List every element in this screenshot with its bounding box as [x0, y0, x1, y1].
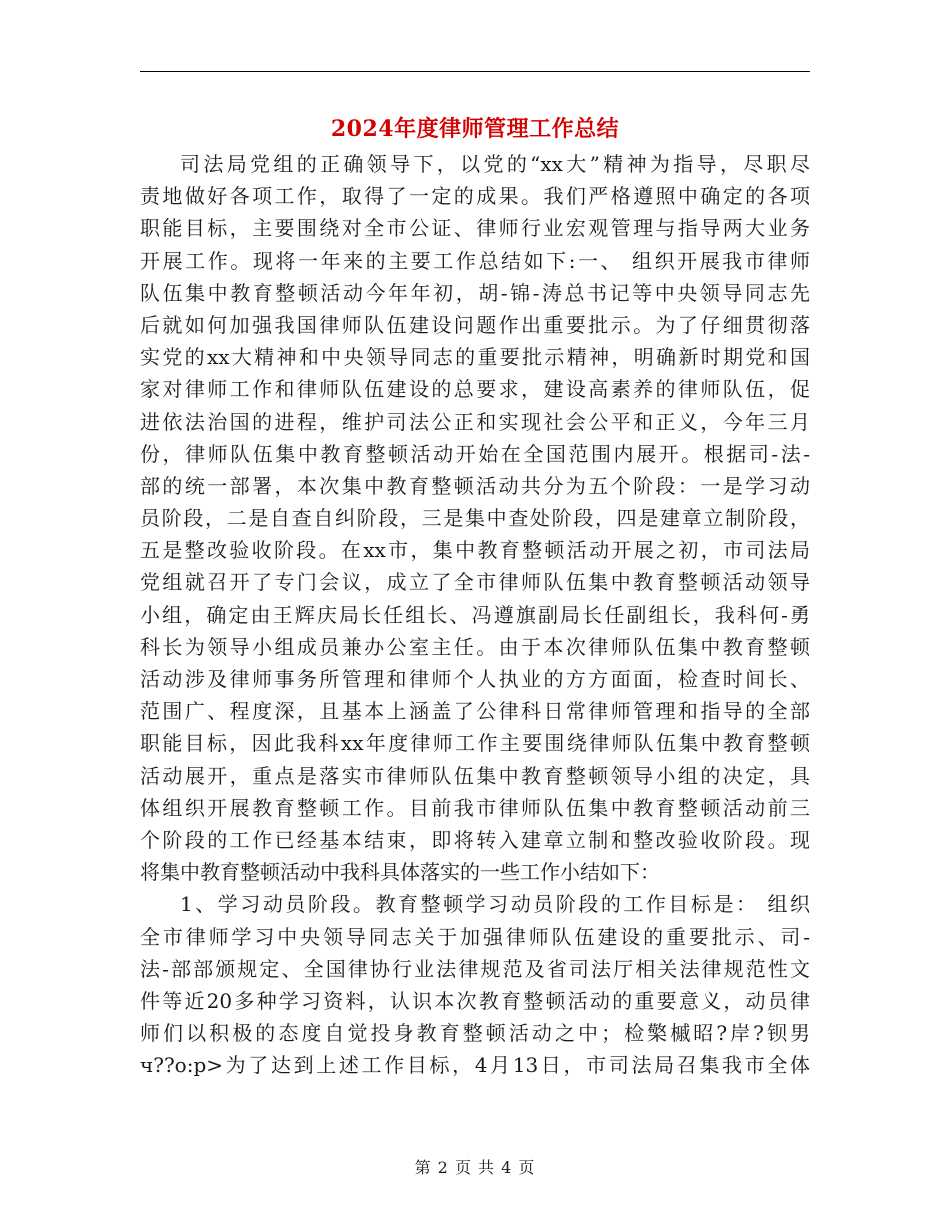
page-number: 第 2 页 共 4 页 — [414, 1158, 536, 1177]
text-line: 件等近20多种学习资料，认识本次教育整顿活动的重要意义，动员律 — [140, 988, 810, 1013]
text-line: 活动涉及律师事务所管理和律师个人执业的方方面面，检查时间长、 — [140, 667, 810, 691]
text-line: 实党的xx大精神和中央领导同志的重要批示精神，明确新时期党和国 — [140, 345, 810, 370]
text-line: 全市律师学习中央领导同志关于加强律师队伍建设的重要批示、司- — [140, 924, 810, 949]
paragraph-2 — [140, 888, 810, 1081]
text-line: 体组织开展教育整顿工作。目前我市律师队伍集中教育整顿活动前三 — [140, 795, 810, 820]
text-line: 份，律师队伍集中教育整顿活动开始在全国范围内展开。根据司-法- — [140, 441, 810, 466]
text-line: 范围广、程度深，且基本上涵盖了公律科日常律师管理和指导的全部 — [140, 699, 810, 724]
text-line: 五是整改验收阶段。在xx市，集中教育整顿活动开展之初，市司法局 — [140, 538, 810, 563]
text-line: 职能目标，主要围绕对全市公证、律师行业宏观管理与指导两大业务 — [140, 216, 810, 241]
paragraph-1 — [140, 148, 810, 888]
text-line: 科长为领导小组成员兼办公室主任。由于本次律师队伍集中教育整顿 — [140, 634, 810, 659]
text-line: 队伍集中教育整顿活动今年年初，胡-锦-涛总书记等中央领导同志先 — [140, 280, 810, 305]
text-line: 司法局党组的正确领导下，以党的“xx大”精神为指导，尽职尽 — [180, 152, 810, 176]
header-rule — [140, 71, 810, 72]
text-line: 法-部部颁规定、全国律协行业法律规范及省司法厅相关法律规范性文 — [140, 956, 810, 981]
text-line: 开展工作。现将一年来的主要工作总结如下:一、 组织开展我市律师 — [140, 248, 810, 273]
text-line: 职能目标，因此我科xx年度律师工作主要围绕律师队伍集中教育整顿 — [140, 731, 810, 756]
text-line: 小组，确定由王辉庆局长任组长、冯遵旗副局长任副组长，我科何-勇 — [140, 602, 810, 627]
text-line: 进依法治国的进程，维护司法公正和实现社会公平和正义，今年三月 — [140, 409, 810, 434]
text-line: 部的统一部署，本次集中教育整顿活动共分为五个阶段：一是学习动 — [140, 473, 810, 498]
text-line: 员阶段，二是自查自纠阶段，三是集中查处阶段，四是建章立制阶段， — [140, 506, 810, 531]
text-line: 师们以积极的态度自觉投身教育整顿活动之中；检檠槭昭?岸?钡男 — [140, 1021, 810, 1046]
text-line: 活动展开，重点是落实市律师队伍集中教育整顿领导小组的决定，具 — [140, 763, 810, 788]
text-line: 责地做好各项工作，取得了一定的成果。我们严格遵照中确定的各项 — [140, 184, 810, 209]
text-line: 个阶段的工作已经基本结束，即将转入建章立制和整改验收阶段。现 — [140, 827, 810, 852]
document-body — [140, 148, 810, 1081]
text-line: 后就如何加强我国律师队伍建设问题作出重要批示。为了仔细贯彻落 — [140, 312, 810, 337]
text-line: 1、学习动员阶段。教育整顿学习动员阶段的工作目标是： 组织 — [180, 892, 810, 917]
text-line: 将集中教育整顿活动中我科具体落实的一些工作小结如下： — [140, 860, 660, 885]
document-title: 2024年度律师管理工作总结 — [330, 116, 620, 142]
text-line: 党组就召开了专门会议，成立了全市律师队伍集中教育整顿活动领导 — [140, 570, 810, 595]
text-line: ч??o:p>为了达到上述工作目标，4月13日，市司法局召集我市全体 — [140, 1053, 810, 1078]
text-line: 家对律师工作和律师队伍建设的总要求，建设高素养的律师队伍，促 — [140, 377, 810, 402]
